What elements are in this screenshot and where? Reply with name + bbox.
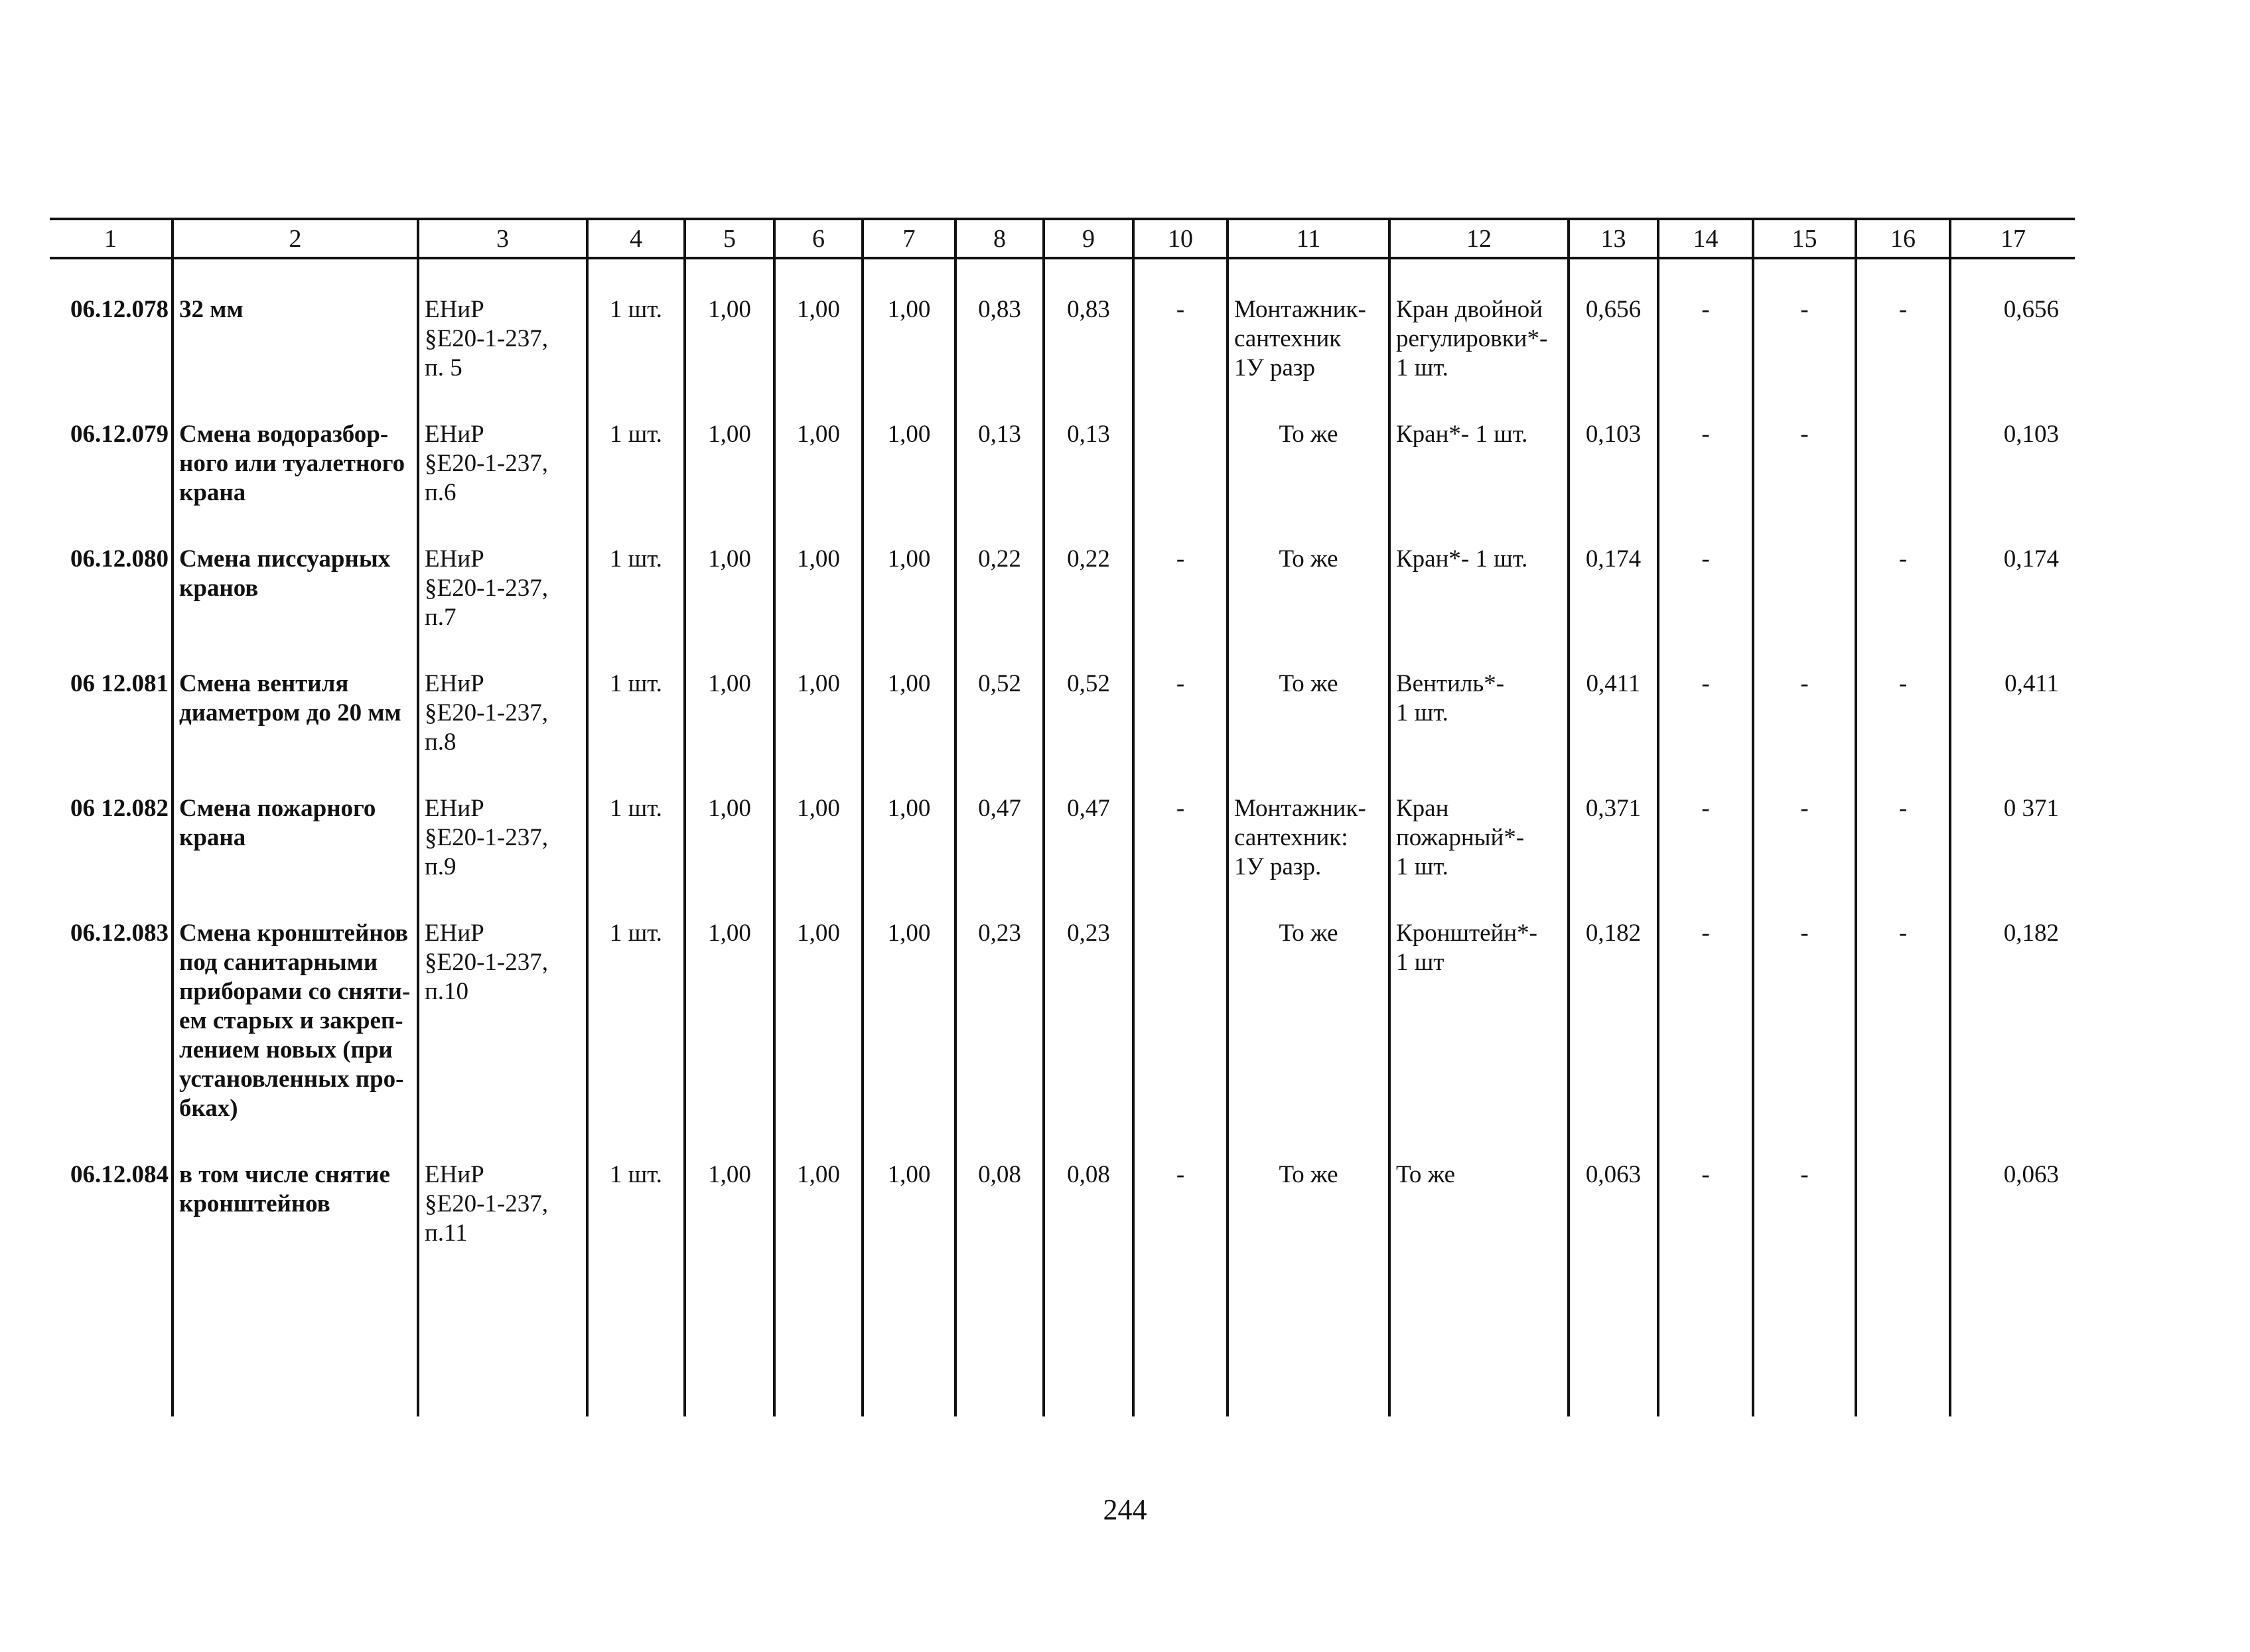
cell-worker <box>1228 632 1389 757</box>
col-header-14: 14 <box>1658 219 1753 258</box>
col-header-6: 6 <box>774 219 863 258</box>
cell-material-line: 1 шт. <box>1396 354 1448 381</box>
header-row <box>50 219 2075 258</box>
cell-material-line: То же <box>1396 1161 1456 1188</box>
cell-work-name-line: Смена вентиля <box>179 670 349 697</box>
cell-work-name <box>173 757 418 882</box>
cell-norm-reference-line: §Е20-1-237, <box>425 949 548 976</box>
cell-col-6: 1,00 <box>774 632 863 757</box>
cell-material-line: 1 шт. <box>1396 853 1448 880</box>
col-header-3: 3 <box>418 219 587 258</box>
cell-material <box>1389 632 1569 757</box>
cell-col-9: 0,22 <box>1044 508 1133 632</box>
cell-norm-reference-line: п.8 <box>425 728 457 756</box>
cell-work-name <box>173 383 418 508</box>
cell-norm-reference-line: §Е20-1-237, <box>425 325 548 352</box>
cell-col-8: 0,47 <box>955 757 1044 882</box>
empty-cell <box>1658 1248 1753 1416</box>
cell-col-9: 0,13 <box>1044 383 1133 508</box>
cell-worker-line: 1У разр <box>1234 354 1315 381</box>
cell-col-17: 0,103 <box>1950 383 2075 508</box>
cell-col-5: 1,00 <box>685 632 774 757</box>
cell-worker-line: То же <box>1279 545 1338 573</box>
empty-cell <box>1044 1248 1133 1416</box>
cell-col-13: 0,063 <box>1569 1123 1658 1248</box>
cell-col-16: - <box>1856 757 1950 882</box>
cell-work-name-line: Смена писсуарных <box>179 545 391 573</box>
cell-worker-line: сантехник: <box>1234 824 1348 851</box>
col-header-2: 2 <box>173 219 418 258</box>
cell-col-8: 0,22 <box>955 508 1044 632</box>
cell-worker-line: То же <box>1279 920 1338 947</box>
col-header-13: 13 <box>1569 219 1658 258</box>
cell-col-7: 1,00 <box>863 258 955 383</box>
cell-col-6: 1,00 <box>774 508 863 632</box>
cell-col-14: - <box>1658 757 1753 882</box>
cell-col-14: - <box>1658 258 1753 383</box>
page-number: 244 <box>1103 1493 1147 1526</box>
cell-material-line: регулировки*- <box>1396 325 1548 352</box>
cell-col-10 <box>1133 882 1228 1123</box>
col-header-4: 4 <box>587 219 685 258</box>
col-header-16: 16 <box>1856 219 1950 258</box>
cell-worker <box>1228 1123 1389 1248</box>
empty-cell <box>1133 1248 1228 1416</box>
cell-col-13: 0,411 <box>1569 632 1658 757</box>
cell-norm-reference-line: §Е20-1-237, <box>425 824 548 851</box>
cell-col-9: 0,08 <box>1044 1123 1133 1248</box>
cell-col-17: 0,411 <box>1950 632 2075 757</box>
cell-col-8: 0,83 <box>955 258 1044 383</box>
cell-col-7: 1,00 <box>863 383 955 508</box>
table-row <box>50 632 2075 757</box>
cell-material-line: 1 шт. <box>1396 699 1448 726</box>
cell-norm-reference-line: ЕНиР <box>425 421 484 448</box>
cell-worker <box>1228 757 1389 882</box>
cell-work-name-line: установленных про- <box>179 1066 404 1093</box>
cell-col-5: 1,00 <box>685 383 774 508</box>
cell-norm-reference-line: §Е20-1-237, <box>425 1190 548 1217</box>
cell-norm-reference-line: п.11 <box>425 1219 468 1247</box>
empty-cell <box>1950 1248 2075 1416</box>
empty-cell <box>173 1248 418 1416</box>
cell-col-14: - <box>1658 1123 1753 1248</box>
cell-col-15: - <box>1753 258 1856 383</box>
cell-norm-reference-line: ЕНиР <box>425 296 484 323</box>
cell-col-17: 0 371 <box>1950 757 2075 882</box>
cell-material <box>1389 1123 1569 1248</box>
cell-code: 06.12.083 <box>50 882 173 1123</box>
cell-col-5: 1,00 <box>685 757 774 882</box>
table-row <box>50 508 2075 632</box>
cell-code: 06.12.079 <box>50 383 173 508</box>
cell-work-name-line: лением новых (при <box>179 1036 393 1064</box>
cell-col-5: 1,00 <box>685 508 774 632</box>
cell-col-14: - <box>1658 632 1753 757</box>
cell-work-name <box>173 882 418 1123</box>
cell-norm-reference-line: ЕНиР <box>425 795 484 822</box>
cell-worker-line: То же <box>1279 421 1338 448</box>
cell-code: 06 12.081 <box>50 632 173 757</box>
cell-work-name-line: диаметром до 20 мм <box>179 699 401 726</box>
cell-col-6: 1,00 <box>774 757 863 882</box>
cell-material <box>1389 757 1569 882</box>
cell-col-17: 0,174 <box>1950 508 2075 632</box>
cell-col-15 <box>1753 508 1856 632</box>
cell-norm-reference-line: п. 5 <box>425 354 462 381</box>
cell-col-16 <box>1856 1123 1950 1248</box>
cell-norm-reference <box>418 258 587 383</box>
cell-norm-reference-line: §Е20-1-237, <box>425 450 548 477</box>
cell-unit: 1 шт. <box>587 1123 685 1248</box>
cell-work-name-line: в том числе снятие <box>179 1161 390 1188</box>
cell-work-name-line: Смена пожарного <box>179 795 376 822</box>
cell-material-line: Кран*- 1 шт. <box>1396 545 1528 573</box>
cell-col-8: 0,13 <box>955 383 1044 508</box>
table-row <box>50 1123 2075 1248</box>
empty-cell <box>1228 1248 1389 1416</box>
cell-norm-reference-line: §Е20-1-237, <box>425 575 548 602</box>
table-row <box>50 757 2075 882</box>
cell-work-name-line: ного или туалетного <box>179 450 405 477</box>
cell-material-line: Кран <box>1396 795 1449 822</box>
cell-col-13: 0,656 <box>1569 258 1658 383</box>
cell-material <box>1389 882 1569 1123</box>
cell-worker-line: Монтажник- <box>1234 296 1366 323</box>
cell-material <box>1389 258 1569 383</box>
empty-cell <box>1389 1248 1569 1416</box>
cell-worker <box>1228 258 1389 383</box>
cell-worker <box>1228 882 1389 1123</box>
cell-col-9: 0,83 <box>1044 258 1133 383</box>
cell-col-10: - <box>1133 508 1228 632</box>
cell-col-5: 1,00 <box>685 882 774 1123</box>
cell-work-name <box>173 1123 418 1248</box>
col-header-15: 15 <box>1753 219 1856 258</box>
cell-work-name-line: крана <box>179 824 246 851</box>
table-row <box>50 258 2075 383</box>
cell-col-15: - <box>1753 383 1856 508</box>
cell-unit: 1 шт. <box>587 508 685 632</box>
cell-col-9: 0,23 <box>1044 882 1133 1123</box>
cell-col-7: 1,00 <box>863 508 955 632</box>
cell-worker <box>1228 508 1389 632</box>
empty-cell <box>587 1248 685 1416</box>
col-header-11: 11 <box>1228 219 1389 258</box>
cell-norm-reference <box>418 632 587 757</box>
cell-work-name-line: крана <box>179 479 246 506</box>
cell-col-6: 1,00 <box>774 1123 863 1248</box>
cell-col-10: - <box>1133 258 1228 383</box>
cell-col-16 <box>1856 383 1950 508</box>
empty-cell <box>1569 1248 1658 1416</box>
cell-work-name <box>173 258 418 383</box>
cell-work-name <box>173 632 418 757</box>
empty-cell <box>955 1248 1044 1416</box>
cell-worker-line: 1У разр. <box>1234 853 1322 880</box>
rates-table <box>50 218 2075 1416</box>
col-header-7: 7 <box>863 219 955 258</box>
cell-col-16: - <box>1856 508 1950 632</box>
cell-col-16: - <box>1856 882 1950 1123</box>
cell-col-10: - <box>1133 632 1228 757</box>
cell-unit: 1 шт. <box>587 258 685 383</box>
cell-norm-reference-line: ЕНиР <box>425 1161 484 1188</box>
cell-col-14: - <box>1658 882 1753 1123</box>
cell-work-name-line: приборами со сняти- <box>179 978 411 1005</box>
cell-material-line: Кран двойной <box>1396 296 1543 323</box>
cell-code: 06 12.082 <box>50 757 173 882</box>
cell-work-name-line: кранов <box>179 575 259 602</box>
cell-unit: 1 шт. <box>587 632 685 757</box>
cell-col-6: 1,00 <box>774 258 863 383</box>
cell-col-10 <box>1133 383 1228 508</box>
cell-work-name <box>173 508 418 632</box>
cell-worker <box>1228 383 1389 508</box>
col-header-5: 5 <box>685 219 774 258</box>
cell-worker-line: Монтажник- <box>1234 795 1366 822</box>
cell-worker-line: То же <box>1279 670 1338 697</box>
cell-norm-reference-line: ЕНиР <box>425 670 484 697</box>
cell-col-7: 1,00 <box>863 882 955 1123</box>
cell-work-name-line: ем старых и закреп- <box>179 1007 403 1034</box>
cell-col-9: 0,52 <box>1044 632 1133 757</box>
cell-col-5: 1,00 <box>685 1123 774 1248</box>
cell-col-8: 0,08 <box>955 1123 1044 1248</box>
col-header-17: 17 <box>1950 219 2075 258</box>
empty-cell <box>863 1248 955 1416</box>
cell-col-6: 1,00 <box>774 383 863 508</box>
cell-material-line: 1 шт <box>1396 949 1444 976</box>
cell-unit: 1 шт. <box>587 757 685 882</box>
cell-material-line: Вентиль*- <box>1396 670 1505 697</box>
cell-col-16: - <box>1856 632 1950 757</box>
cell-norm-reference <box>418 1123 587 1248</box>
cell-col-17: 0,182 <box>1950 882 2075 1123</box>
cell-col-15: - <box>1753 882 1856 1123</box>
cell-col-10: - <box>1133 757 1228 882</box>
col-header-10: 10 <box>1133 219 1228 258</box>
col-header-8: 8 <box>955 219 1044 258</box>
cell-material-line: пожарный*- <box>1396 824 1525 851</box>
col-header-9: 9 <box>1044 219 1133 258</box>
table-body <box>50 258 2075 1416</box>
cell-norm-reference-line: ЕНиР <box>425 920 484 947</box>
cell-col-7: 1,00 <box>863 632 955 757</box>
cell-norm-reference-line: п.9 <box>425 853 457 880</box>
empty-cell <box>50 1248 173 1416</box>
cell-material-line: Кран*- 1 шт. <box>1396 421 1528 448</box>
cell-worker-line: сантехник <box>1234 325 1342 352</box>
cell-norm-reference-line: п.7 <box>425 604 457 631</box>
cell-code: 06.12.078 <box>50 258 173 383</box>
cell-worker-line: То же <box>1279 1161 1338 1188</box>
cell-work-name-line: под санитарными <box>179 949 378 976</box>
cell-work-name-line: кронштейнов <box>179 1190 330 1217</box>
cell-col-8: 0,23 <box>955 882 1044 1123</box>
cell-code: 06.12.080 <box>50 508 173 632</box>
cell-material <box>1389 508 1569 632</box>
cell-norm-reference-line: ЕНиР <box>425 545 484 573</box>
cell-col-15: - <box>1753 757 1856 882</box>
cell-norm-reference <box>418 383 587 508</box>
cell-norm-reference-line: §Е20-1-237, <box>425 699 548 726</box>
cell-col-5: 1,00 <box>685 258 774 383</box>
cell-norm-reference-line: п.6 <box>425 479 457 506</box>
cell-material-line: Кронштейн*- <box>1396 920 1537 947</box>
cell-norm-reference-line: п.10 <box>425 978 469 1005</box>
cell-norm-reference <box>418 882 587 1123</box>
empty-cell <box>1856 1248 1950 1416</box>
cell-unit: 1 шт. <box>587 383 685 508</box>
cell-col-7: 1,00 <box>863 757 955 882</box>
cell-norm-reference <box>418 757 587 882</box>
cell-work-name-line: Смена водоразбор- <box>179 421 389 448</box>
cell-work-name-line: Смена кронштейнов <box>179 920 409 947</box>
cell-col-13: 0,182 <box>1569 882 1658 1123</box>
cell-col-14: - <box>1658 383 1753 508</box>
table-row <box>50 383 2075 508</box>
cell-col-15: - <box>1753 632 1856 757</box>
cell-col-8: 0,52 <box>955 632 1044 757</box>
empty-cell <box>418 1248 587 1416</box>
table-row <box>50 882 2075 1123</box>
cell-work-name-line: бках) <box>179 1095 238 1122</box>
cell-work-name-line: 32 мм <box>179 296 244 323</box>
cell-norm-reference <box>418 508 587 632</box>
cell-col-14: - <box>1658 508 1753 632</box>
cell-unit: 1 шт. <box>587 882 685 1123</box>
col-header-1: 1 <box>50 219 173 258</box>
cell-material <box>1389 383 1569 508</box>
cell-col-7: 1,00 <box>863 1123 955 1248</box>
col-header-12: 12 <box>1389 219 1569 258</box>
empty-cell <box>774 1248 863 1416</box>
cell-col-9: 0,47 <box>1044 757 1133 882</box>
cell-col-6: 1,00 <box>774 882 863 1123</box>
cell-code: 06.12.084 <box>50 1123 173 1248</box>
cell-col-16: - <box>1856 258 1950 383</box>
cell-col-17: 0,063 <box>1950 1123 2075 1248</box>
cell-col-13: 0,371 <box>1569 757 1658 882</box>
cell-col-17: 0,656 <box>1950 258 2075 383</box>
table-spacer-row <box>50 1248 2075 1416</box>
cell-col-10: - <box>1133 1123 1228 1248</box>
cell-col-15: - <box>1753 1123 1856 1248</box>
cell-col-13: 0,103 <box>1569 383 1658 508</box>
cell-col-13: 0,174 <box>1569 508 1658 632</box>
empty-cell <box>1753 1248 1856 1416</box>
empty-cell <box>685 1248 774 1416</box>
